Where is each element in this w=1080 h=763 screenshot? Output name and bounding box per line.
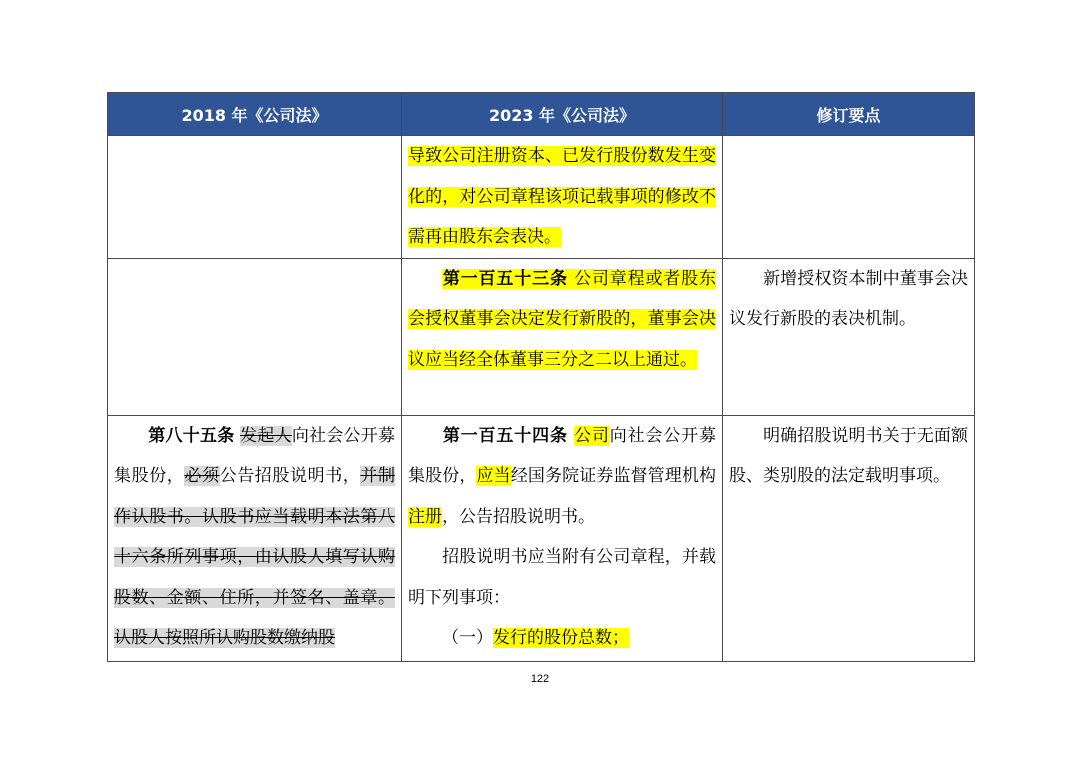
page-number: 122 (530, 673, 550, 685)
deleted-text: 必须 (184, 466, 220, 486)
revision-note: 明确招股说明书关于无面额股、类别股的法定载明事项。 (729, 425, 968, 486)
retained-text: 公告招股说明书， (219, 466, 361, 486)
cell-2018 (108, 258, 402, 415)
list-item-number: （一） (442, 628, 493, 648)
cell-2018 (108, 136, 402, 259)
table-row (108, 415, 975, 661)
added-text: 公司章程或者股东会授权董事会决定发行新股的，董事会决议应当经全体董事三分之二以上通过。 (408, 268, 717, 370)
paragraph-text: 招股说明书应当附有公司章程，并载明下列事项： (408, 547, 716, 608)
retained-text: 经国务院证券监督管理机构 (510, 466, 717, 486)
cell-2023 (402, 136, 723, 259)
revision-note: 新增授权资本制中董事会决议发行新股的表决机制。 (729, 268, 968, 329)
comparison-table (107, 92, 975, 662)
cell-notes (723, 136, 975, 259)
retained-text: 向社会公开募集股份， (408, 425, 717, 486)
header-revision-points: 修订要点 (723, 93, 975, 136)
header-2023-law: 2023 年《公司法》 (402, 93, 723, 136)
deleted-text: 发起人 (240, 425, 292, 446)
added-text: 应当 (476, 466, 511, 486)
table-row (108, 136, 975, 259)
article-number: 第一百五十四条 (442, 425, 568, 446)
cell-2023 (402, 415, 723, 661)
retained-text: ，公告招股说明书。 (442, 506, 595, 527)
deleted-text: 并制作认股书。认股书应当载明本法第八十六条所列事项，由认股人填写认购股数、金额、住所，并签名、盖章。认股人按照所认购股数缴纳股 (114, 466, 396, 648)
cell-2018 (108, 415, 402, 661)
added-text: 导致公司注册资本、已发行股份数发生变化的，对公司章程该项记载事项的修改不需再由股东会表决。 (408, 146, 716, 247)
table-header-row (108, 93, 975, 136)
cell-notes (723, 415, 975, 661)
article-number: 第八十五条 (148, 425, 235, 446)
article-number: 第一百五十三条 (442, 268, 568, 289)
cell-notes (723, 258, 975, 415)
added-text: 注册 (408, 506, 442, 527)
cell-2023 (402, 258, 723, 415)
header-2018-law: 2018 年《公司法》 (108, 93, 402, 136)
table-row (108, 258, 975, 415)
added-text: 发行的股份总数； (493, 628, 629, 648)
added-text: 公司 (574, 425, 610, 446)
retained-text: 向社会公开募集股份， (114, 425, 396, 486)
